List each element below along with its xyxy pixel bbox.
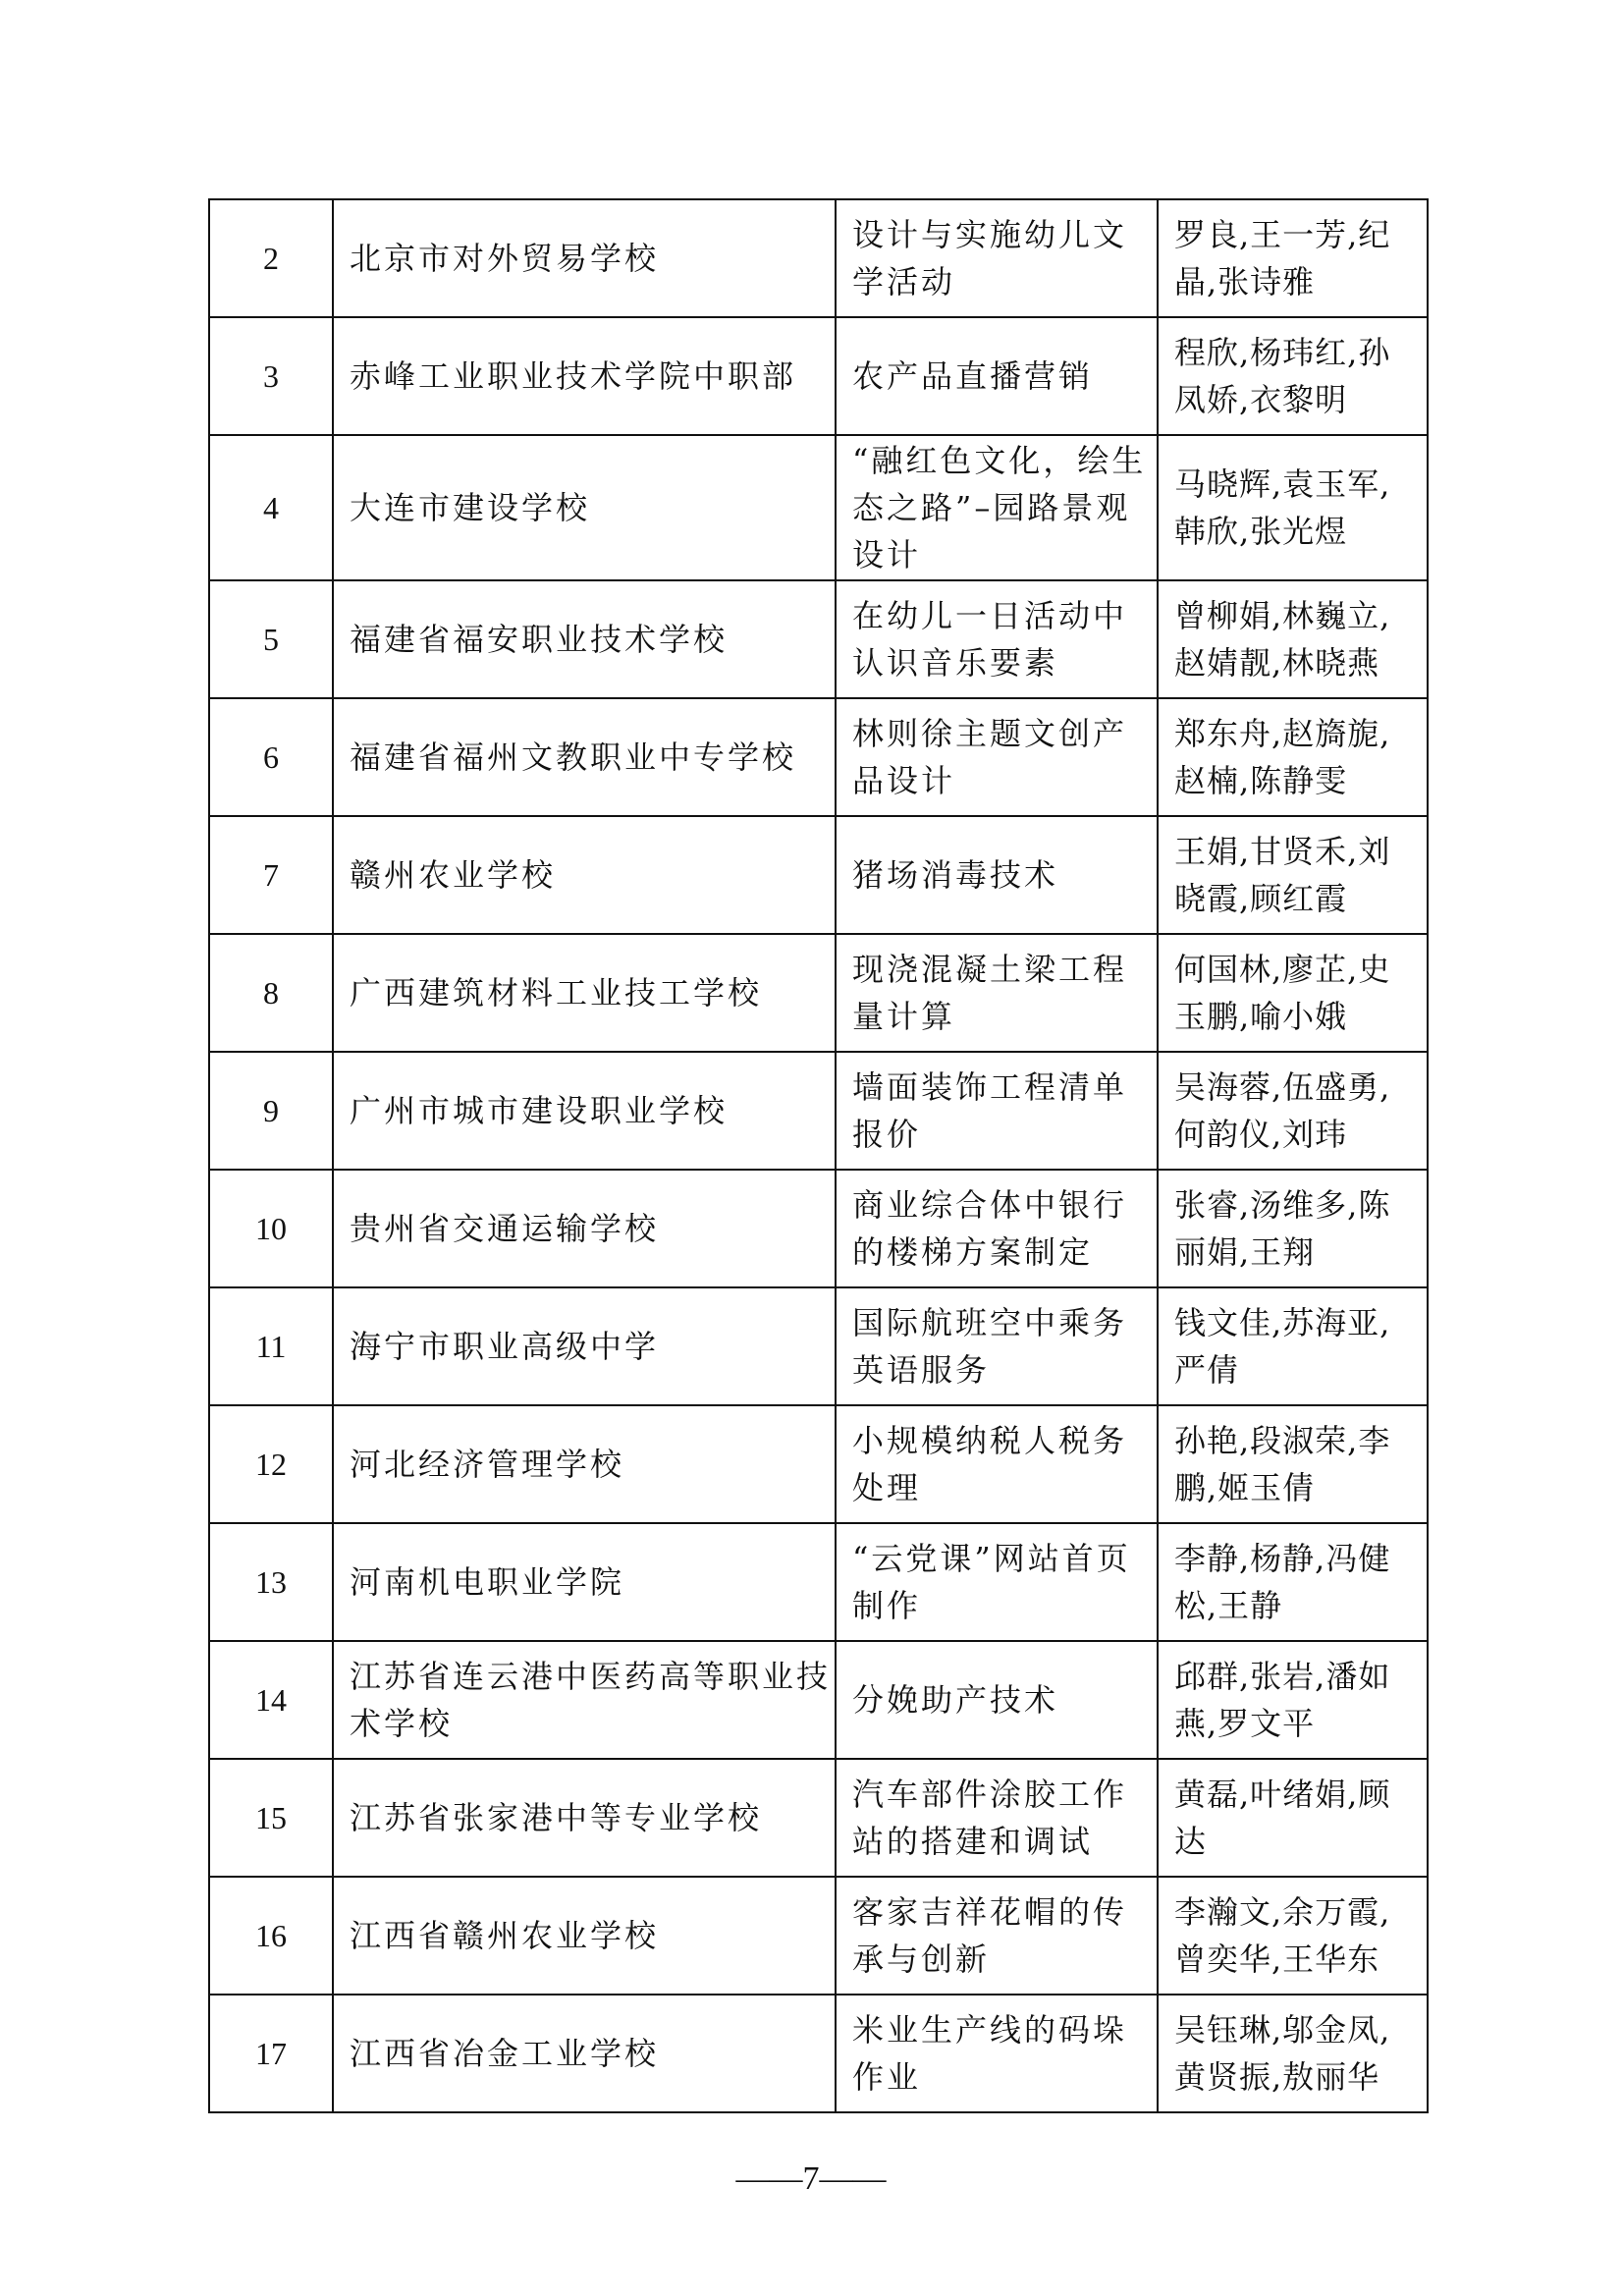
row-number: 14	[209, 1641, 333, 1759]
author-names-line: 鹏,姬玉倩	[1174, 1469, 1316, 1506]
work-title	[836, 1759, 1158, 1877]
author-names-line: 李瀚文,余万霞,	[1174, 1893, 1391, 1931]
author-names-line: 燕,罗文平	[1174, 1705, 1316, 1742]
work-title-line: 制作	[852, 1587, 922, 1624]
row-number: 13	[209, 1523, 333, 1641]
table-row	[209, 1877, 1428, 1995]
school-name-line: 大连市建设学校	[350, 489, 591, 526]
author-names	[1158, 1287, 1428, 1405]
work-title-line: 分娩助产技术	[852, 1681, 1059, 1719]
work-title-line: 作业	[852, 2058, 922, 2096]
author-names	[1158, 934, 1428, 1052]
author-names-line: 罗良,王一芳,纪	[1174, 216, 1391, 253]
school-name-line: 江西省赣州农业学校	[350, 1917, 660, 1954]
work-title	[836, 1641, 1158, 1759]
table-row	[209, 1523, 1428, 1641]
work-title	[836, 1995, 1158, 2112]
row-number: 5	[209, 580, 333, 698]
author-names	[1158, 435, 1428, 580]
author-names	[1158, 1995, 1428, 2112]
row-number: 10	[209, 1170, 333, 1287]
row-number: 6	[209, 698, 333, 816]
row-number: 9	[209, 1052, 333, 1170]
author-names-line: 邱群,张岩,潘如	[1174, 1658, 1391, 1695]
author-names	[1158, 1877, 1428, 1995]
school-name-line: 海宁市职业高级中学	[350, 1328, 660, 1365]
author-names-line: 赵楠,陈静雯	[1174, 762, 1348, 799]
work-title	[836, 1052, 1158, 1170]
work-title	[836, 1287, 1158, 1405]
work-title-line: 学活动	[852, 263, 956, 301]
row-number: 2	[209, 199, 333, 317]
author-names	[1158, 1170, 1428, 1287]
school-name-line: 赤峰工业职业技术学院中职部	[350, 357, 797, 395]
school-name-line: 术学校	[350, 1705, 454, 1742]
author-names	[1158, 1052, 1428, 1170]
table-row	[209, 816, 1428, 934]
school-name	[333, 1641, 836, 1759]
table-body	[209, 199, 1428, 2112]
work-title	[836, 435, 1158, 580]
table-row	[209, 580, 1428, 698]
row-number: 7	[209, 816, 333, 934]
school-name	[333, 317, 836, 435]
row-number: 8	[209, 934, 333, 1052]
school-name	[333, 1523, 836, 1641]
author-names	[1158, 698, 1428, 816]
author-names-line: 王娟,甘贤禾,刘	[1174, 833, 1391, 870]
author-names-line: 黄贤振,敖丽华	[1174, 2058, 1380, 2096]
table-row	[209, 435, 1428, 580]
school-name	[333, 435, 836, 580]
school-name	[333, 1877, 836, 1995]
school-name-line: 福建省福安职业技术学校	[350, 621, 729, 658]
school-name	[333, 1759, 836, 1877]
work-title-line: 处理	[852, 1469, 922, 1506]
awards-table	[208, 198, 1429, 2113]
school-name	[333, 199, 836, 317]
table-row	[209, 1641, 1428, 1759]
table-row	[209, 1287, 1428, 1405]
row-number: 15	[209, 1759, 333, 1877]
work-title-line: “融红色文化，绘生	[852, 442, 1147, 479]
work-title-line: 小规模纳税人税务	[852, 1422, 1128, 1459]
school-name	[333, 1405, 836, 1523]
work-title	[836, 580, 1158, 698]
work-title	[836, 1405, 1158, 1523]
table-row	[209, 698, 1428, 816]
work-title	[836, 317, 1158, 435]
author-names-line: 黄磊,叶绪娟,顾	[1174, 1776, 1391, 1813]
table-row	[209, 934, 1428, 1052]
author-names	[1158, 1759, 1428, 1877]
author-names	[1158, 816, 1428, 934]
work-title	[836, 1523, 1158, 1641]
author-names-line: 何国林,廖芷,史	[1174, 951, 1391, 988]
school-name-line: 福建省福州文教职业中专学校	[350, 738, 797, 776]
school-name-line: 河南机电职业学院	[350, 1563, 625, 1601]
author-names-line: 严倩	[1174, 1351, 1240, 1389]
school-name-line: 江西省冶金工业学校	[350, 2035, 660, 2072]
author-names-line: 吴钰琳,邬金凤,	[1174, 2011, 1391, 2049]
school-name	[333, 816, 836, 934]
work-title-line: 商业综合体中银行	[852, 1186, 1128, 1224]
author-names-line: 赵婧靓,林晓燕	[1174, 644, 1380, 682]
author-names-line: 韩欣,张光煜	[1174, 513, 1348, 550]
row-number: 3	[209, 317, 333, 435]
table-row	[209, 1052, 1428, 1170]
work-title-line: 墙面装饰工程清单	[852, 1068, 1128, 1106]
school-name-line: 江苏省连云港中医药高等职业技	[350, 1658, 832, 1695]
work-title-line: 现浇混凝土梁工程	[852, 951, 1128, 988]
author-names-line: 何韵仪,刘玮	[1174, 1116, 1348, 1153]
author-names-line: 钱文佳,苏海亚,	[1174, 1304, 1391, 1341]
work-title-line: 承与创新	[852, 1941, 991, 1978]
row-number: 12	[209, 1405, 333, 1523]
author-names	[1158, 1641, 1428, 1759]
author-names-line: 郑东舟,赵旖旎,	[1174, 715, 1391, 752]
work-title	[836, 934, 1158, 1052]
author-names	[1158, 1405, 1428, 1523]
school-name-line: 赣州农业学校	[350, 856, 557, 894]
school-name-line: 广州市城市建设职业学校	[350, 1092, 729, 1129]
author-names	[1158, 580, 1428, 698]
author-names	[1158, 1523, 1428, 1641]
author-names-line: 松,王静	[1174, 1587, 1283, 1624]
work-title	[836, 698, 1158, 816]
school-name	[333, 698, 836, 816]
author-names-line: 晓霞,顾红霞	[1174, 880, 1348, 917]
school-name	[333, 1052, 836, 1170]
school-name	[333, 1287, 836, 1405]
work-title-line: 设计与实施幼儿文	[852, 216, 1128, 253]
table-row	[209, 317, 1428, 435]
school-name-line: 江苏省张家港中等专业学校	[350, 1799, 763, 1836]
author-names-line: 张睿,汤维多,陈	[1174, 1186, 1391, 1224]
work-title-line: 客家吉祥花帽的传	[852, 1893, 1128, 1931]
school-name-line: 广西建筑材料工业技工学校	[350, 974, 763, 1011]
work-title-line: 国际航班空中乘务	[852, 1304, 1128, 1341]
work-title-line: 态之路”–园路景观	[852, 489, 1131, 526]
author-names-line: 孙艳,段淑荣,李	[1174, 1422, 1391, 1459]
work-title-line: 汽车部件涂胶工作	[852, 1776, 1128, 1813]
row-number: 11	[209, 1287, 333, 1405]
work-title-line: 林则徐主题文创产	[852, 715, 1128, 752]
school-name-line: 北京市对外贸易学校	[350, 240, 660, 277]
work-title-line: 猪场消毒技术	[852, 856, 1059, 894]
work-title-line: 报价	[852, 1116, 922, 1153]
work-title-line: 量计算	[852, 998, 956, 1035]
school-name	[333, 580, 836, 698]
work-title-line: 设计	[852, 536, 922, 574]
author-names-line: 曾柳娟,林巍立,	[1174, 597, 1391, 634]
school-name	[333, 1170, 836, 1287]
work-title-line: 米业生产线的码垛	[852, 2011, 1128, 2049]
work-title	[836, 199, 1158, 317]
author-names	[1158, 199, 1428, 317]
school-name-line: 河北经济管理学校	[350, 1446, 625, 1483]
work-title-line: 在幼儿一日活动中	[852, 597, 1128, 634]
work-title	[836, 1877, 1158, 1995]
work-title-line: 英语服务	[852, 1351, 991, 1389]
table-row	[209, 1170, 1428, 1287]
table-row	[209, 1405, 1428, 1523]
school-name	[333, 934, 836, 1052]
row-number: 4	[209, 435, 333, 580]
table-row	[209, 1995, 1428, 2112]
author-names-line: 程欣,杨玮红,孙	[1174, 334, 1391, 371]
author-names-line: 达	[1174, 1823, 1208, 1860]
author-names-line: 玉鹏,喻小娥	[1174, 998, 1348, 1035]
author-names-line: 马晓辉,袁玉军,	[1174, 465, 1391, 503]
author-names	[1158, 317, 1428, 435]
author-names-line: 凤娇,衣黎明	[1174, 381, 1348, 418]
work-title-line: 农产品直播营销	[852, 357, 1094, 395]
work-title-line: 站的搭建和调试	[852, 1823, 1094, 1860]
author-names-line: 吴海蓉,伍盛勇,	[1174, 1068, 1391, 1106]
work-title	[836, 1170, 1158, 1287]
work-title-line: “云党课”网站首页	[852, 1540, 1131, 1577]
author-names-line: 曾奕华,王华东	[1174, 1941, 1380, 1978]
table-row	[209, 199, 1428, 317]
work-title-line: 品设计	[852, 762, 956, 799]
table-row	[209, 1759, 1428, 1877]
author-names-line: 丽娟,王翔	[1174, 1233, 1316, 1271]
page-number: ——7——	[735, 2160, 887, 2197]
work-title-line: 的楼梯方案制定	[852, 1233, 1094, 1271]
author-names-line: 晶,张诗雅	[1174, 263, 1316, 301]
school-name	[333, 1995, 836, 2112]
author-names-line: 李静,杨静,冯健	[1174, 1540, 1391, 1577]
work-title	[836, 816, 1158, 934]
work-title-line: 认识音乐要素	[852, 644, 1059, 682]
row-number: 17	[209, 1995, 333, 2112]
row-number: 16	[209, 1877, 333, 1995]
school-name-line: 贵州省交通运输学校	[350, 1210, 660, 1247]
